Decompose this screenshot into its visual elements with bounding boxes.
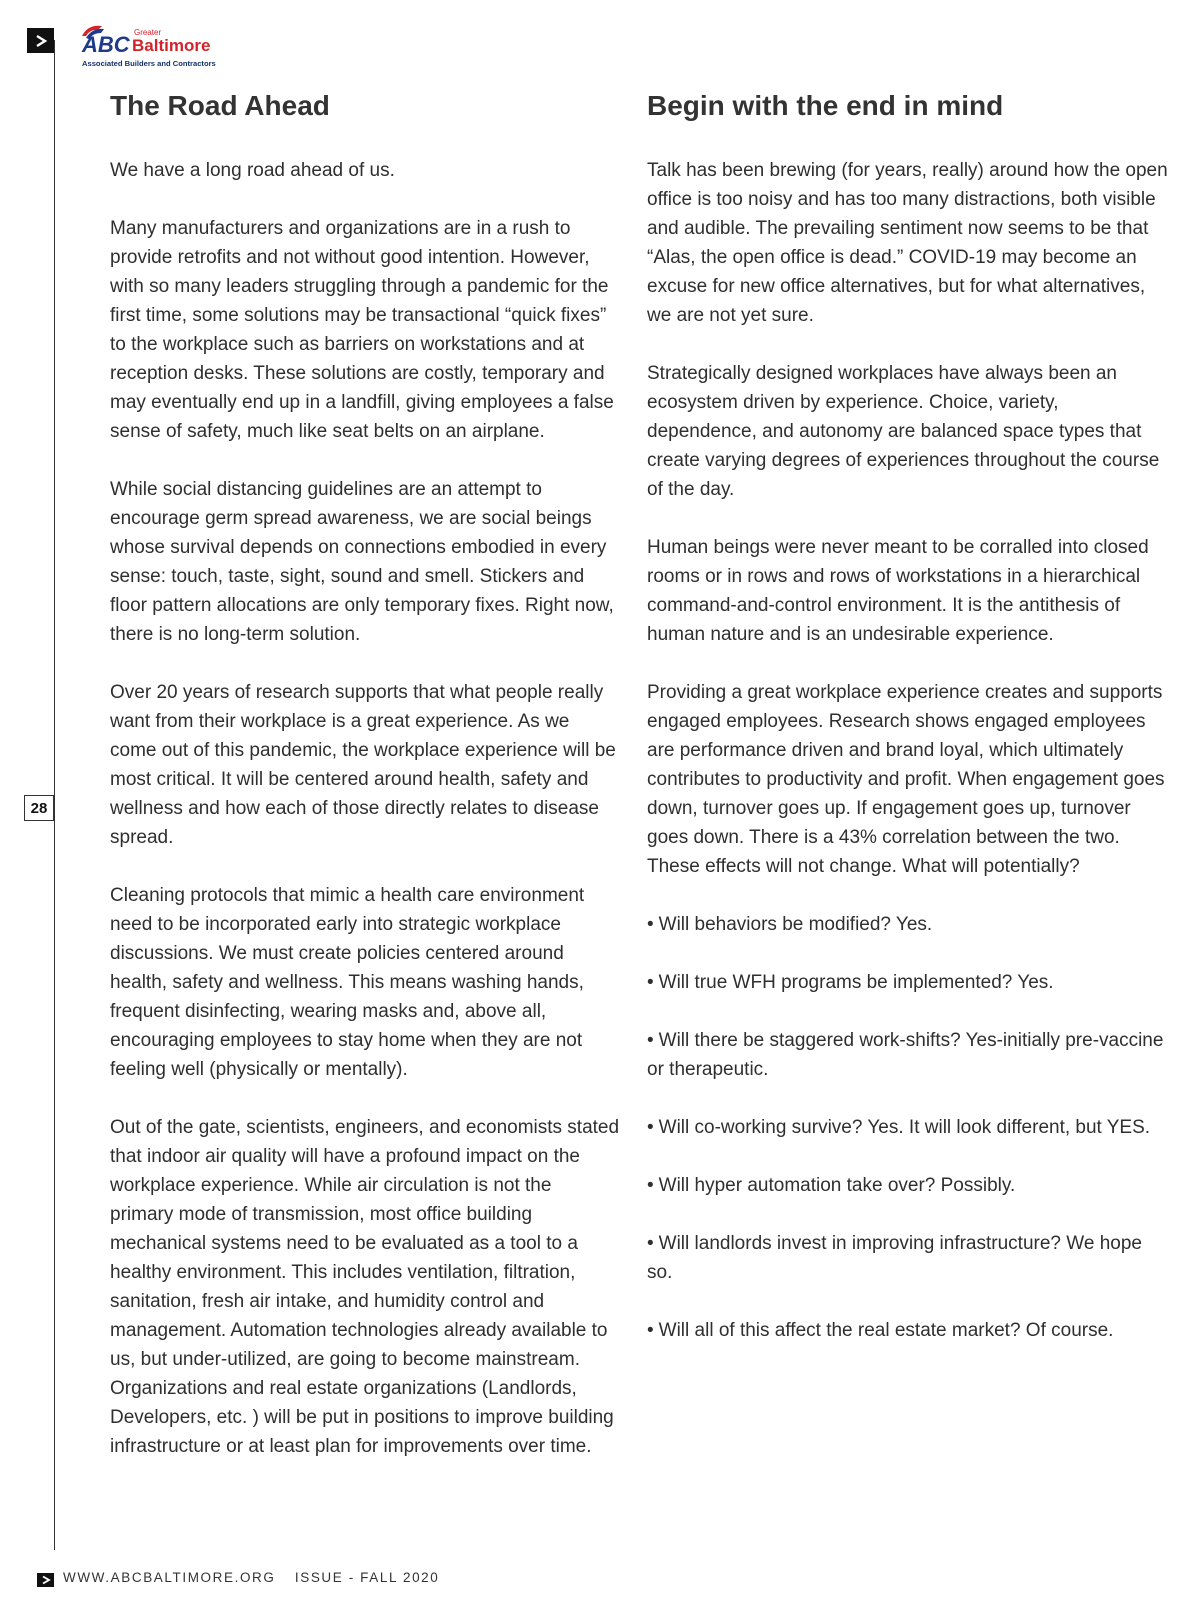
right-column-title: Begin with the end in mind	[647, 90, 1004, 121]
left-column-title: The Road Ahead	[110, 90, 330, 121]
bullet-item	[647, 1229, 1169, 1287]
chevron-right-icon	[37, 1573, 54, 1587]
footer	[63, 1570, 439, 1585]
logo-city-text: Baltimore	[132, 36, 211, 55]
bullet-item	[647, 1113, 1169, 1142]
left-paragraph: While social distancing guidelines are an attempt to encourage germ spread awareness, we are social beings whose survival depends on connections embodied in every sense: touch, taste, sight, sound and smell. Stickers and floor pattern allocations are only temporary fixes. Right now, there is no long-term solution.	[110, 479, 614, 645]
bullet-text: Will behaviors be modified? Yes.	[658, 914, 933, 935]
bullet-dot: •	[647, 1320, 654, 1341]
footer-issue: ISSUE - FALL 2020	[294, 1570, 440, 1585]
bullet-text: Will all of this affect the real estate market? Of course.	[658, 1320, 1114, 1341]
right-paragraph: Strategically designed workplaces have always been an ecosystem driven by experience. Choice, variety, dependence, and autonomy are balanced space types that create varying degrees of experiences throughout the course of the day.	[647, 363, 1160, 500]
right-paragraph: Providing a great workplace experience creates and supports engaged employees. Research shows engaged employees are performance driven and brand loyal, which ultimately contributes to productivity and profit. When engagement goes down, turnover goes up. If engagement goes up, turnover goes down. There is a 43% correlation between the two. These effects will not change. What will potentially?	[647, 682, 1165, 877]
bullet-text: Will co-working survive? Yes. It will look different, but YES.	[658, 1117, 1151, 1138]
left-paragraph: Out of the gate, scientists, engineers, and economists stated that indoor air quality will have a profound impact on the workplace experience. While air circulation is not the primary mode of transmission, most office building mechanical systems need to be evaluated as a tool to a healthy environment. This includes ventilation, filtration, sanitation, fresh air intake, and humidity control and management. Automation technologies already available to us, but under-utilized, are going to become mainstream. Organizations and real estate organizations (Landlords, Developers, etc. ) will be put in positions to improve building infrastructure or at least plan for improvements over time.	[110, 1117, 620, 1457]
bullet-dot: •	[647, 972, 654, 993]
bullet-item	[647, 910, 1169, 939]
bullet-dot: •	[647, 1233, 654, 1254]
logo-subtitle: Associated Builders and Contractors	[82, 59, 216, 68]
bullet-dot: •	[647, 1117, 654, 1138]
bullet-dot: •	[647, 1175, 654, 1196]
bullet-item	[647, 968, 1169, 997]
bullet-dot: •	[647, 914, 654, 935]
right-paragraph: Human beings were never meant to be corralled into closed rooms or in rows and rows of workstations in a hierarchical command-and-control environment. It is the antithesis of human nature and is an undesirable experience.	[647, 537, 1149, 645]
page-number: 28	[24, 795, 54, 821]
left-paragraph: We have a long road ahead of us.	[110, 160, 395, 181]
left-paragraph: Over 20 years of research supports that what people really want from their workplace is a great experience. As we come out of this pandemic, the workplace experience will be most critical. It will be centered around health, safety and wellness and how each of those directly relates to disease spread.	[110, 682, 616, 848]
bullet-text: Will there be staggered work-shifts? Yes-initially pre-vaccine or therapeutic.	[647, 1030, 1164, 1080]
left-paragraph: Many manufacturers and organizations are in a rush to provide retrofits and not without good intention. However, with so many leaders struggling through a pandemic for the first time, some solutions may be transactional “quick fixes” to the workplace such as barriers on workstations and at reception desks. These solutions are costly, temporary and may eventually end up in a landfill, giving employees a false sense of safety, much like seat belts on an airplane.	[110, 218, 614, 442]
abc-baltimore-logo	[76, 20, 236, 70]
logo-greater-text: Greater	[134, 28, 162, 37]
bullet-text: Will landlords invest in improving infrastructure? We hope so.	[647, 1233, 1142, 1283]
bullet-item	[647, 1026, 1169, 1084]
margin-rule	[54, 40, 55, 1550]
right-paragraph: Talk has been brewing (for years, really) around how the open office is too noisy and has too many distractions, both visible and audible. The prevailing sentiment now seems to be that “Alas, the open office is dead.” COVID-19 may become an excuse for new office alternatives, but for what alternatives, we are not yet sure.	[647, 160, 1168, 326]
bullet-text: Will true WFH programs be implemented? Yes.	[658, 972, 1054, 993]
right-column	[647, 86, 1169, 1374]
footer-website-link[interactable]: WWW.ABCBALTIMORE.ORG	[63, 1570, 276, 1585]
bullet-dot: •	[647, 1030, 654, 1051]
left-paragraph: Cleaning protocols that mimic a health care environment need to be incorporated early into strategic workplace discussions. We must create policies centered around health, safety and wellness. This means washing hands, frequent disinfecting, wearing masks and, above all, encouraging employees to stay home when they are not feeling well (physically or mentally).	[110, 885, 585, 1080]
left-column	[110, 86, 620, 1490]
logo-abc-text: ABC	[82, 32, 130, 57]
chevron-right-icon	[27, 28, 54, 53]
bullet-text: Will hyper automation take over? Possibly.	[658, 1175, 1016, 1196]
bullet-item	[647, 1171, 1169, 1200]
bullet-item	[647, 1316, 1169, 1345]
